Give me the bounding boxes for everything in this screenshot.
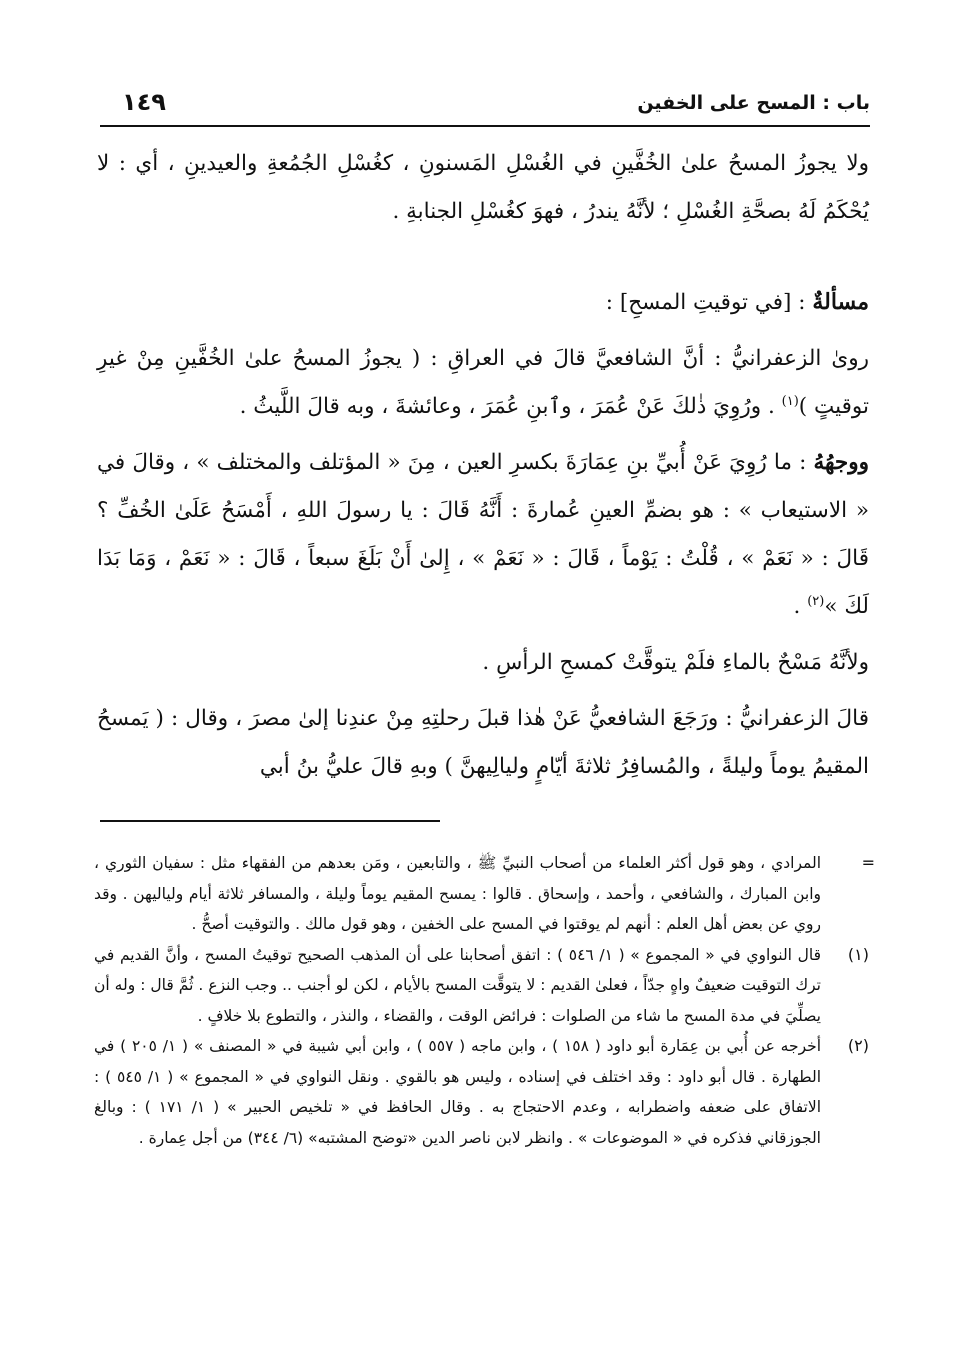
footnotes xyxy=(94,848,875,1153)
paragraph-3-text: : ما رُوِيَ عَنْ أُبيِّ بنِ عِمَارَةَ بكسرِ العين ، مِنَ « المؤتلف والمختلف » ، وقالَ في « الاستيعاب » : هو بضمِّ العينِ عُمارةَ : أَنَّهُ قَالَ : يا رسولَ اللهِ ، أَمْسَحُ عَلَىٰ الخُفِّ ؟ قَالَ : « نَعَمْ » ، قُلْتُ : يَوْماً ، قَالَ : « نَعَمْ » ، إِلىٰ أَنْ بَلَغَ سبعاً ، قَالَ : « نَعَمْ ، وَمَا بَدَا لَكَ » xyxy=(97,450,869,619)
footnote-ref-1: (١) xyxy=(781,393,799,409)
issue-title: : [في توقيتِ المسحِ] : xyxy=(605,290,813,315)
footnote-2-mark: (٢) xyxy=(847,1036,869,1055)
page-number: ١٤٩ xyxy=(122,88,166,116)
footnote-1-text: قال النواوي في « المجموع » ( ١/ ٥٤٦ ) : اتفق أصحابنا على أن المذهب الصحيح توقيتُ المسح ، وأنَّ القديم في ترك التوقيت ضعيفٌ واهٍ جدّاً ، فعلىٰ القديم : لا يتوقَّت المسح بالأيام ، لكن لو أجنب .. وجب النزع . ثُمَّ قال : وله أن يصلِّيَ في مدة المسح ما شاء من الصلوات : فرائض الوقت ، والقضاء ، والنذر ، والتطوع بلا خلافٍ . xyxy=(94,945,822,1025)
header-rule xyxy=(100,125,870,127)
footnote-2 xyxy=(94,1031,869,1153)
paragraph-1: ولا يجوزُ المسحُ علىٰ الخُفَّينِ في الغُسْلِ المَسنونِ ، كغُسْلِ الجُمُعةِ والعيدينِ ، أي : لا يُحْكَمُ لَهُ بصحَّةِ الغُسْلِ ؛ لأنَّهُ يندرُ ، فهوَ كغُسْلِ الجنابةِ . xyxy=(97,151,869,224)
paragraph-4: ولأنَّهُ مَسْحٌ بالماءِ فلَمْ يتوقَّتْ كمسحِ الرأسِ . xyxy=(482,650,869,675)
issue-label: مسألةٌ xyxy=(812,289,869,315)
paragraph-3-tail: . xyxy=(793,594,808,619)
footnote-continuation-mark: = xyxy=(861,853,875,872)
footnote-rule xyxy=(100,820,440,822)
main-text xyxy=(97,140,869,791)
paragraph-3-lead: ووجهُهُ xyxy=(813,450,869,475)
paragraph-2-tail: . ورُوِيَ ذٰلكَ عَنْ عُمَرَ ، وٱبنِ عُمَرَ ، وعائشةَ ، وبه قالَ اللَّيثُ . xyxy=(239,394,782,419)
footnote-2-text: أخرجه عن أُبي بن عِمَارة أبو داود ( ١٥٨ ) ، وابن ماجه ( ٥٥٧ ) ، وابن أبي شيبة في « المصنف » ( ١/ ٢٠٥ ) في الطهارة . قال أبو داود : وقد اختلف في إسناده ، وليس هو بالقوي . ونقل النواوي في « المجموع » ( ١/ ٥٤٥ ) : الاتفاق على ضعفه واضطرابه ، وعدم الاحتجاج به . وقال الحافظ في « تلخيص الحبير » ( ١/ ١٧١ ) : وبالغ الجوزقاني فذكره في « الموضوعات » . وانظر لابن ناصر الدين «توضح المشتبه» (٦/ ٣٤٤) من أجل عِمارة . xyxy=(94,1037,822,1147)
running-title: باب : المسح على الخفين xyxy=(637,92,870,114)
paragraph-3 xyxy=(97,439,869,631)
paragraph-5: قالَ الزعفرانيُّ : ورَجَعَ الشافعيُّ عَنْ هٰذا قبلَ رحلتِهِ مِنْ عندِنا إلىٰ مصرَ ، وقال : ( يَمسحُ المقيمُ يوماً وليلةً ، والمُسافِرُ ثلاثةَ أيّامٍ وليالِيهنَّ ) وبهِ قالَ عليُّ بنُ أبي xyxy=(97,706,869,779)
issue-heading xyxy=(97,278,869,327)
footnote-ref-2: (٢) xyxy=(807,593,825,609)
footnote-1-mark: (١) xyxy=(847,944,869,964)
footnote-continuation xyxy=(94,848,875,940)
page-header xyxy=(100,84,870,124)
paragraph-2 xyxy=(97,335,869,431)
paragraph-2-text: روىٰ الزعفرانيُّ : أنَّ الشافعيَّ قالَ في العراقِ : ( يجوزُ المسحُ علىٰ الخُفَّينِ مِنْ غيرِ توقيتٍ ) xyxy=(97,346,869,419)
footnote-continuation-text: المرادي ، وهو قول أكثر العلماء من أصحاب النبيِّ ﷺ ، والتابعين ، ومَن بعدهم من الفقهاء مثل : سفيان الثوري ، وابن المبارك ، والشافعي ، وأحمد ، وإسحاق . قالوا : يمسح المقيم يوماً وليلة ، والمسافر ثلاثة أيام ولياليهن . وقد روي عن بعض أهل العلم : أنهم لم يوقتوا في المسح على الخفين ، وهو قول مالك . والتوقيت أصحُّ . xyxy=(94,854,821,933)
footnote-1 xyxy=(94,940,869,1032)
